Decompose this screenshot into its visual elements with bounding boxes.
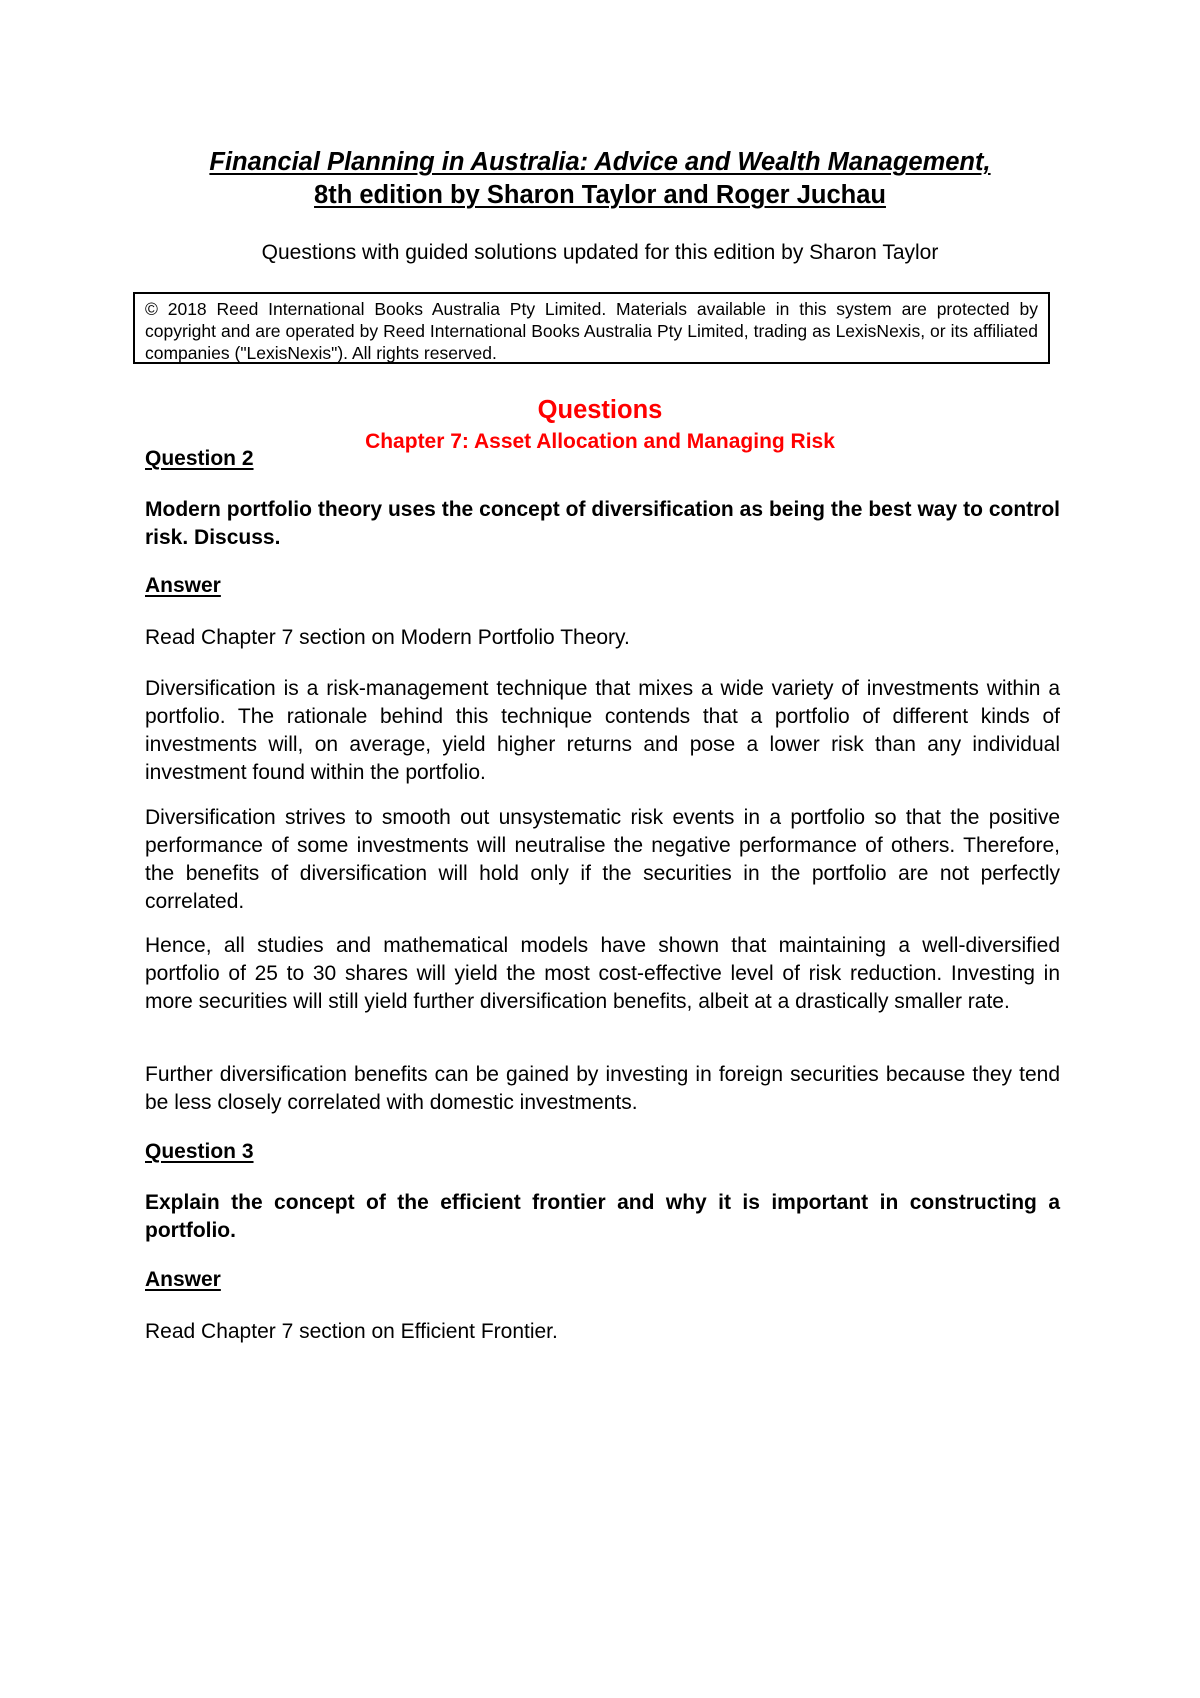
question-2-answer-paragraph: Hence, all studies and mathematical models have shown that maintaining a well-diversified portfolio of 25 to 30 shares will yield the most cost-effective level of risk reduction. Investing in more securities will still yield further diversification benefits, albeit at a drastically smaller rate. xyxy=(145,934,1060,1013)
document-title xyxy=(140,146,1060,212)
question-3-label: Question 3 xyxy=(145,1140,254,1163)
question-2-answer-paragraph: Further diversification benefits can be gained by investing in foreign securities because they tend be less closely correlated with domestic investments. xyxy=(145,1063,1060,1114)
question-2-answer-paragraph: Diversification is a risk-management technique that mixes a wide variety of investments within a portfolio. The rationale behind this technique contends that a portfolio of different kinds of investments will, on average, yield higher returns and pose a lower risk than any individual investment found within the portfolio. xyxy=(145,677,1060,784)
section-heading: Questions xyxy=(537,396,663,424)
copyright-text: © 2018 Reed International Books Australia Pty Limited. Materials available in this system are protected by copyright and are operated by Reed International Books Australia Pty Limited, trading as LexisNexis, or its affiliated companies ("LexisNexis"). All rights reserved. xyxy=(145,299,1038,363)
question-2-answer-paragraph: Diversification strives to smooth out unsystematic risk events in a portfolio so that the positive performance of some investments will neutralise the negative performance of others. Therefore, the benefits of diversification will hold only if the securities in the portfolio are not perfectly correlated. xyxy=(145,806,1060,913)
edition-authors: 8th edition by Sharon Taylor and Roger Juchau xyxy=(314,181,886,209)
copyright-notice xyxy=(133,292,1050,364)
question-2-text: Modern portfolio theory uses the concept of diversification as being the best way to control risk. Discuss. xyxy=(145,498,1060,549)
question-2-answer-paragraph: Read Chapter 7 section on Modern Portfolio Theory. xyxy=(145,626,630,649)
question-2-label: Question 2 xyxy=(145,447,254,470)
chapter-heading: Chapter 7: Asset Allocation and Managing Risk xyxy=(365,430,835,453)
question-2-answer-label: Answer xyxy=(145,574,221,597)
document-subtitle: Questions with guided solutions updated for this edition by Sharon Taylor xyxy=(261,241,939,264)
book-title: Financial Planning in Australia: Advice and Wealth Management, xyxy=(209,148,991,176)
question-3-answer-label: Answer xyxy=(145,1268,221,1291)
question-3-text: Explain the concept of the efficient frontier and why it is important in constructing a portfolio. xyxy=(145,1191,1060,1242)
question-3-answer-paragraph: Read Chapter 7 section on Efficient Frontier. xyxy=(145,1320,558,1343)
